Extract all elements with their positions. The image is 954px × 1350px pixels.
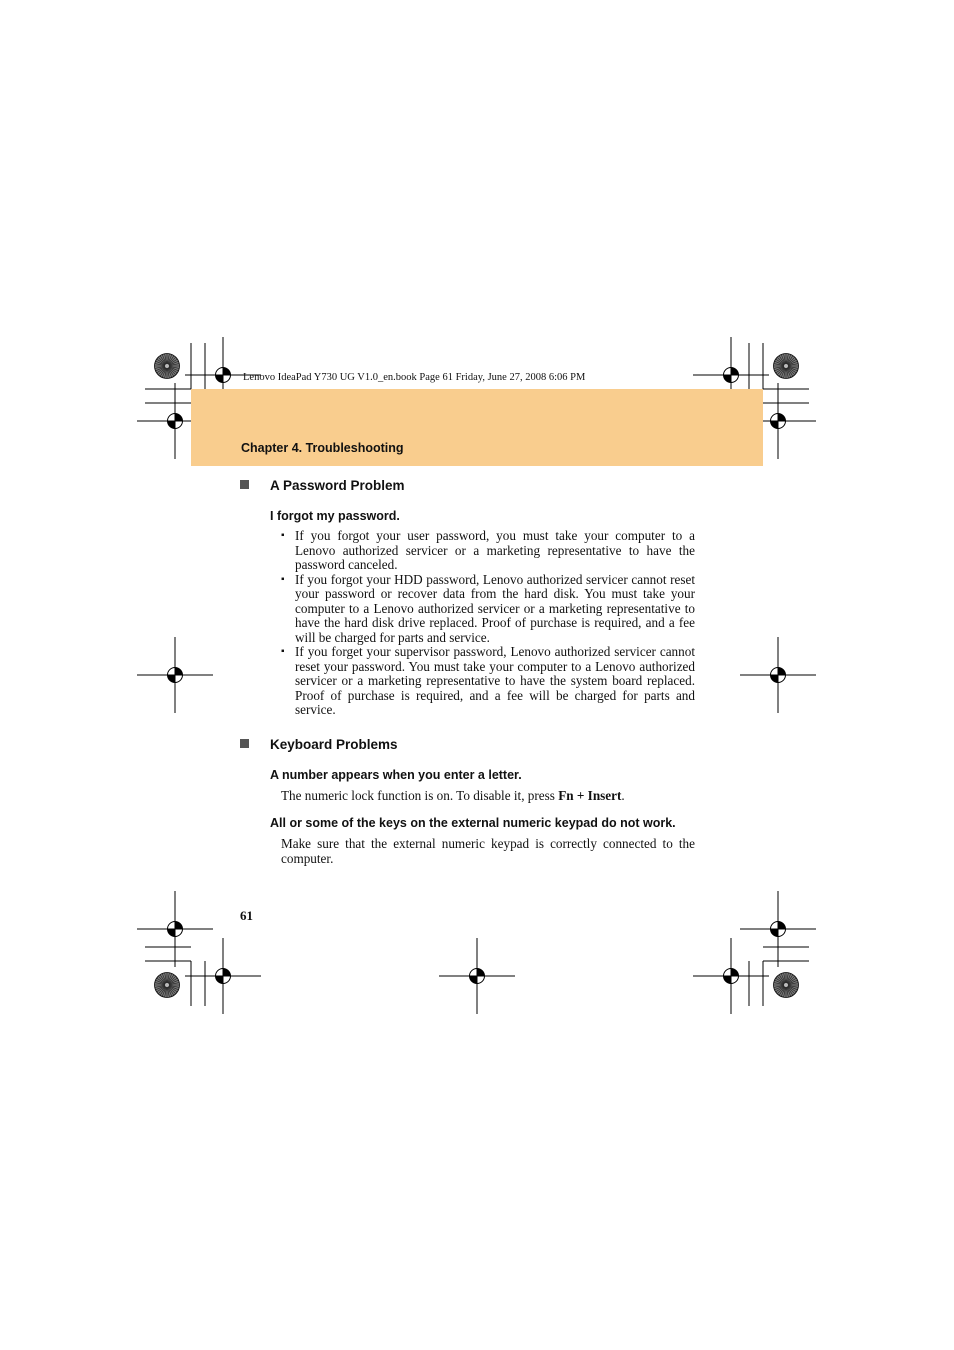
chapter-header-band [191,389,763,466]
page-number: 61 [240,908,253,923]
subheading-number-appears: A number appears when you enter a letter. [270,768,522,782]
section-title: Keyboard Problems [270,737,398,752]
subheading-keypad-not-work: All or some of the keys on the external numeric keypad do not work. [270,816,676,830]
key-combo: Fn + Insert [558,788,622,803]
password-bullet-list [281,529,695,718]
chapter-title: Chapter 4. Troubleshooting [241,441,404,455]
list-item: ▪ If you forgot your user password, you must take your computer to a Lenovo authorized servicer or a marketing representative to have the password canceled. [281,528,695,572]
subheading-forgot-password: I forgot my password. [270,509,400,523]
answer-keypad: Make sure that the external numeric keypad is correctly connected to the computer. [281,836,695,866]
square-bullet-icon [240,739,249,748]
section-heading-keyboard [240,737,398,752]
square-bullet-icon [240,480,249,489]
bullet-icon: ▪ [281,573,285,585]
answer-numeric-lock: The numeric lock function is on. To disable it, press Fn + Insert. [281,788,625,803]
print-slug: Lenovo IdeaPad Y730 UG V1.0_en.book Page 61 Friday, June 27, 2008 6:06 PM [243,372,586,383]
bullet-icon: ▪ [281,530,285,541]
section-title: A Password Problem [270,478,405,493]
bullet-icon: ▪ [281,646,285,657]
section-heading-password [240,478,405,493]
list-item: ▪ If you forget your supervisor password, Lenovo authorized servicer cannot reset your password. You must take your computer to a Lenovo authorized servicer or a marketing representative to have the system board replaced. Proof of purchase is required, and a fee will be charged for parts and service. [281,644,695,717]
list-item: ▪ If you forgot your HDD password, Lenovo authorized servicer cannot reset your password or recover data from the hard disk. You must take your computer to a Lenovo authorized servicer or a marketing representative to have the hard disk drive replaced. Proof of purchase is required, and a fee will be charged for parts and service. [281,571,695,645]
